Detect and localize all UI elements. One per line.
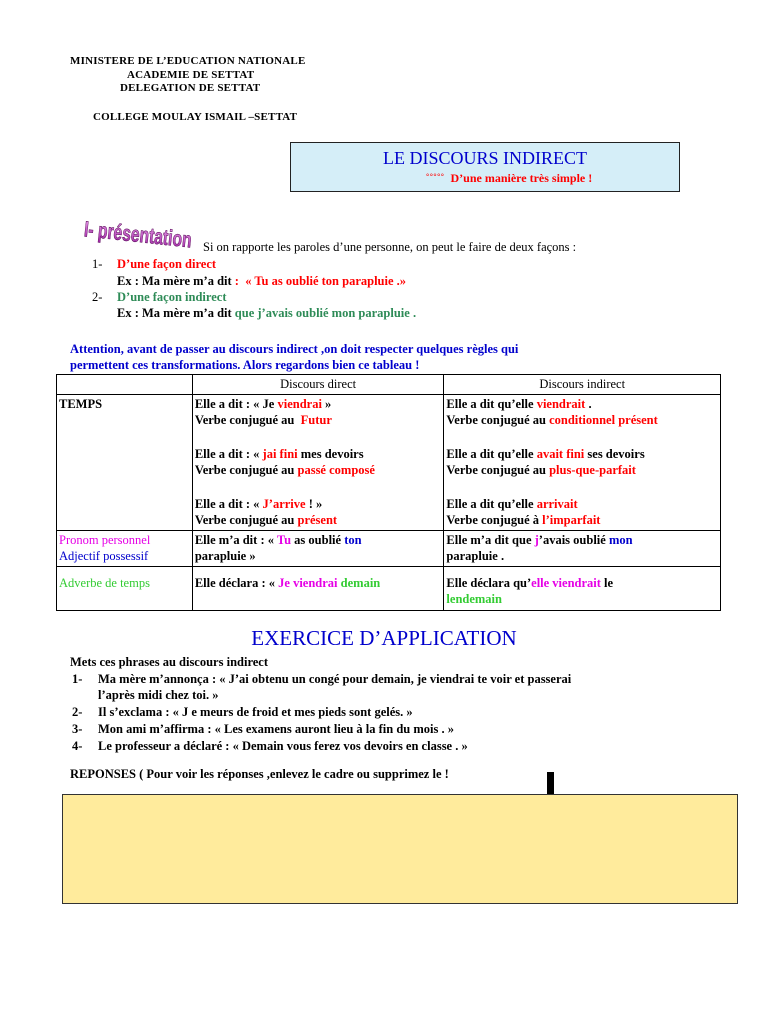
exercise-item-2: Il s’exclama : « J e meurs de froid et mes pieds sont gelés. »	[98, 705, 413, 719]
direct-label: D’une façon direct	[117, 257, 217, 271]
exercise-item-1-line-2: l’après midi chez toi. »	[98, 688, 219, 702]
list-number: 1-	[92, 257, 103, 271]
list-number: 2-	[92, 290, 103, 304]
exercise-item-3: Mon ami m’affirma : « Les examens auront lieu à la fin du mois . »	[98, 722, 455, 736]
table-row	[57, 530, 721, 566]
rules-table	[56, 374, 721, 611]
list-item	[92, 257, 102, 272]
attention-line-2: permettent ces transformations. Alors regardons bien ce tableau !	[70, 358, 420, 372]
table-row	[57, 394, 721, 530]
college-line: COLLEGE MOULAY ISMAIL –SETTAT	[93, 111, 298, 123]
exercise-number: 4-	[72, 739, 83, 753]
academy-line: ACADEMIE DE SETTAT	[127, 69, 255, 81]
direct-example	[117, 274, 406, 289]
header-direct: Discours direct	[192, 375, 444, 395]
intro-text: Si on rapporte les paroles d’une personne, on peut le faire de deux façons :	[203, 240, 577, 254]
attention-note	[70, 341, 518, 373]
list-item	[92, 290, 102, 305]
adverbe-direct-cell: Elle déclara : « Je viendrai demain	[192, 566, 444, 611]
page-subtitle	[426, 171, 592, 186]
temps-indirect-cell: Elle a dit qu’elle viendrait . Verbe conjugué au conditionnel présent Elle a dit qu’elle avait fini ses devoirs Verbe conjugué au plus-que-parfait Elle a dit qu’elle arrivait Verbe conjugué à l’imparfait	[444, 394, 721, 530]
exercise-number: 2-	[72, 705, 83, 719]
example-colon: :	[231, 274, 239, 288]
answers-cover-box[interactable]	[62, 794, 738, 904]
subtitle-dots: °°°°°	[426, 172, 445, 181]
presentation-wordart	[82, 212, 237, 258]
exercise-number: 1-	[72, 672, 83, 686]
pronom-direct-cell: Elle m’a dit : « Tu as oublié ton parapluie »	[192, 530, 444, 566]
exercise-number: 3-	[72, 722, 83, 736]
exercise-instruction: Mets ces phrases au discours indirect	[70, 655, 269, 669]
header-empty	[57, 375, 193, 395]
ministry-line: MINISTERE DE L’EDUCATION NATIONALE	[70, 55, 306, 67]
exercise-item-1-line-1: Ma mère m’annonça : « J’ai obtenu un congé pour demain, je viendrai te voir et passerai	[98, 672, 572, 686]
pronom-indirect-cell: Elle m’a dit que j’avais oublié mon parapluie .	[444, 530, 721, 566]
exercise-title: EXERCICE D’APPLICATION	[251, 626, 517, 650]
example-prefix: Ex : Ma mère m’a dit	[117, 306, 232, 320]
indirect-label: D’une façon indirect	[117, 290, 227, 304]
exercise-item-4: Le professeur a déclaré : « Demain vous ferez vos devoirs en classe . »	[98, 739, 468, 753]
indirect-example	[117, 306, 416, 321]
wordart-text: I- présentation	[82, 216, 237, 258]
temps-direct-cell: Elle a dit : « Je viendrai » Verbe conjugué au Futur Elle a dit : « jai fini mes devoirs Verbe conjugué au passé composé Elle a dit : « J’arrive ! » Verbe conjugué au présent	[192, 394, 444, 530]
page-title: LE DISCOURS INDIRECT	[382, 148, 587, 168]
direct-quote: « Tu as oublié ton parapluie .»	[245, 274, 407, 288]
row-label-pronom: Pronom personnel Adjectif possessif	[57, 530, 193, 566]
subtitle-text: D’une manière très simple !	[450, 171, 593, 185]
attention-line-1: Attention, avant de passer au discours indirect ,on doit respecter quelques règles qui	[70, 342, 519, 356]
example-prefix: Ex : Ma mère m’a dit	[117, 274, 232, 288]
row-label-adverbe: Adverbe de temps	[57, 566, 193, 611]
row-label-temps: TEMPS	[57, 394, 193, 530]
table-row	[57, 566, 721, 611]
indirect-quote: que j’avais oublié mon parapluie .	[234, 306, 417, 320]
table-header-row	[57, 375, 721, 395]
delegation-line: DELEGATION DE SETTAT	[120, 82, 261, 94]
header-indirect: Discours indirect	[444, 375, 721, 395]
answers-label: REPONSES ( Pour voir les réponses ,enlevez le cadre ou supprimez le !	[70, 767, 449, 781]
text-cursor	[547, 772, 554, 794]
title-box	[290, 142, 680, 192]
adverbe-indirect-cell: Elle déclara qu’elle viendrait le lendemain	[444, 566, 721, 611]
